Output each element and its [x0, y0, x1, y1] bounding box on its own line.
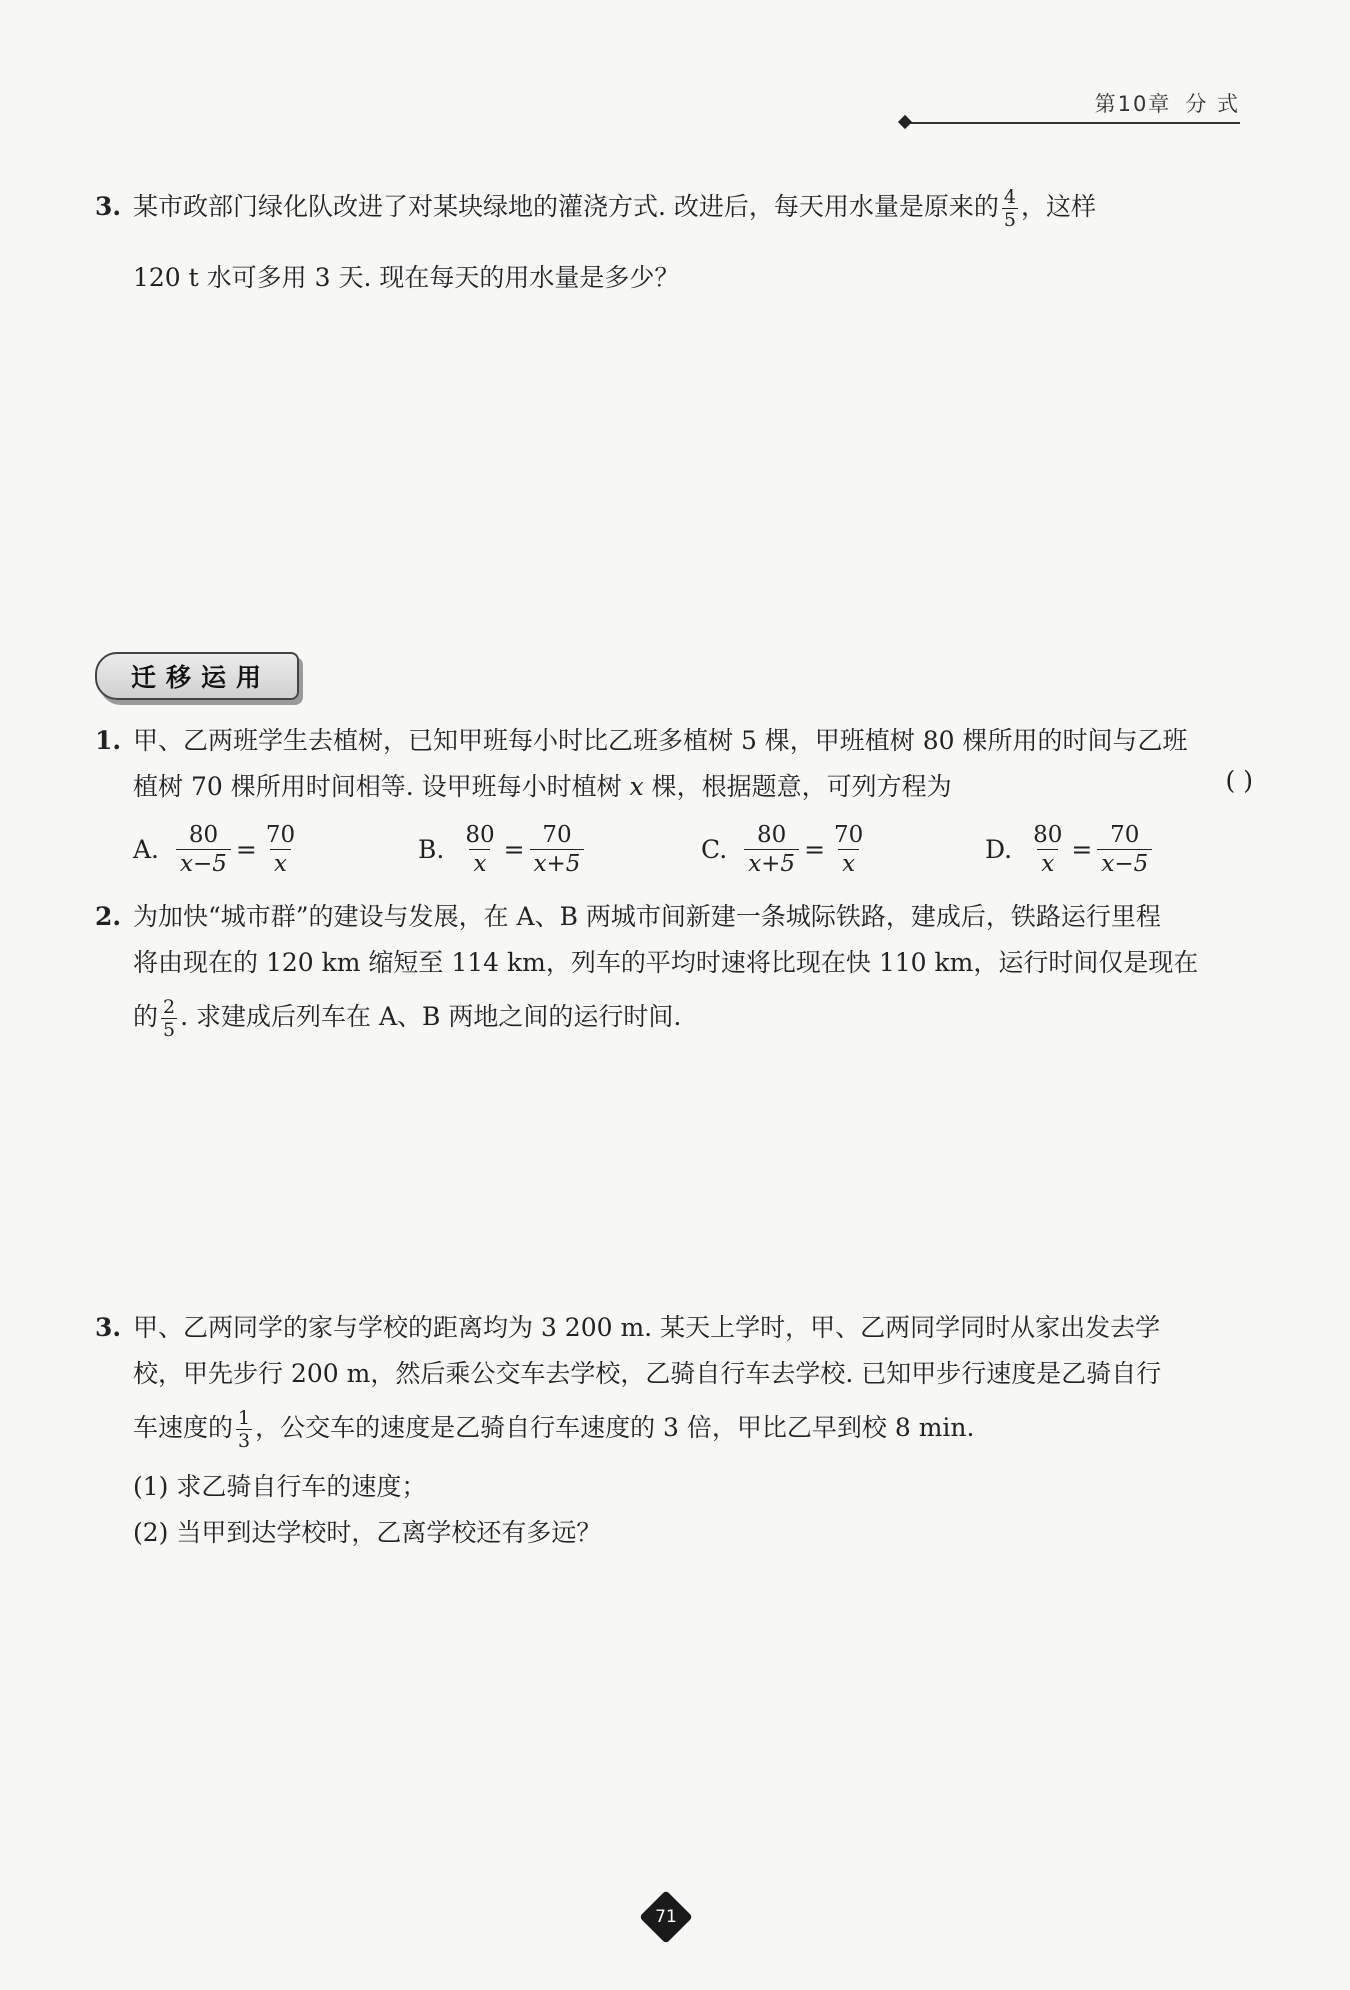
page-number-text: 71: [655, 1907, 677, 1927]
equals-sign: =: [804, 834, 826, 864]
fraction-denominator: x−5: [176, 849, 231, 878]
variable: x: [629, 772, 644, 801]
question-text: 某市政部门绿化队改进了对某块绿地的灌浇方式. 改进后，每天用水量是原来的: [133, 192, 999, 221]
question-2: [95, 894, 1245, 1041]
question-line: [133, 994, 1245, 1041]
fraction-numerator: 80: [465, 821, 495, 848]
question-line: 甲、乙两同学的家与学校的距离均为 3 200 m. 某天上学时，甲、乙两同学同时从家出发去学: [133, 1313, 1161, 1342]
fraction-numerator: 1: [238, 1407, 251, 1429]
fraction-denominator: x: [469, 849, 490, 878]
fraction: [262, 821, 299, 878]
question-number: 2.: [95, 902, 122, 931]
option-label: C.: [701, 834, 728, 864]
chapter-title: [1095, 88, 1240, 118]
fraction-numerator: 2: [163, 996, 176, 1018]
fraction-numerator: 80: [756, 821, 787, 848]
fraction: [530, 821, 585, 878]
fraction-denominator: 3: [238, 1430, 251, 1452]
fraction-denominator: x−5: [1097, 849, 1152, 878]
fraction-denominator: 5: [1003, 209, 1016, 231]
answer-blank[interactable]: ( ): [1225, 766, 1253, 795]
question-line: 校，甲先步行 200 m，然后乘公交车去学校，乙骑自行车去学校. 已知甲步行速度是乙骑自行: [133, 1359, 1162, 1388]
section-title: 迁移运用: [130, 663, 271, 692]
fraction-numerator: 80: [1033, 821, 1063, 848]
fraction: [744, 821, 799, 878]
option-d[interactable]: [985, 818, 1155, 880]
fraction: [1097, 821, 1152, 878]
question-text: . 求建成后列车在 A、B 两地之间的运行时间.: [180, 1002, 682, 1031]
fraction-numerator: 80: [188, 821, 219, 848]
fraction-numerator: 70: [265, 821, 296, 848]
question-3: [95, 1305, 1245, 1556]
diamond-icon: [898, 115, 912, 129]
question-text: 的: [133, 1002, 159, 1031]
header-rule: [908, 122, 1240, 124]
option-label: B.: [418, 834, 445, 864]
section-badge: [95, 652, 295, 704]
option-b[interactable]: [418, 818, 587, 880]
chapter-name: 分 式: [1185, 92, 1240, 116]
fraction-denominator: x+5: [744, 849, 799, 878]
question-text: ，公交车的速度是乙骑自行车速度的 3 倍，甲比乙早到校 8 min.: [255, 1413, 975, 1442]
question-text: 车速度的: [133, 1413, 234, 1442]
equals-sign: =: [1071, 834, 1093, 864]
fraction-denominator: 5: [163, 1019, 176, 1041]
question-text: 棵，根据题意，可列方程为: [643, 772, 952, 801]
question-text: 植树 70 棵所用时间相等. 设甲班每小时植树: [133, 772, 630, 801]
fraction-numerator: 70: [834, 821, 864, 848]
fraction-numerator: 4: [1003, 186, 1016, 208]
question-line: [133, 764, 1245, 810]
option-c[interactable]: [701, 818, 870, 880]
fraction: [236, 1407, 252, 1452]
section-pill: [95, 652, 299, 700]
fraction: [176, 821, 231, 878]
question-text: ，这样: [1021, 192, 1097, 221]
chapter-label: 第10章: [1094, 92, 1172, 116]
question-1: [95, 718, 1245, 810]
option-label: A.: [133, 834, 160, 864]
question-top-3: [95, 184, 1245, 301]
fraction: [461, 821, 498, 878]
fraction-numerator: 70: [1110, 821, 1140, 848]
fraction: [1029, 821, 1066, 878]
fraction-numerator: 70: [542, 821, 572, 848]
equals-sign: =: [235, 834, 257, 864]
question-line: 甲、乙两班学生去植树，已知甲班每小时比乙班多植树 5 棵，甲班植树 80 棵所用的时间与乙班: [133, 726, 1188, 755]
sub-question-2: (2) 当甲到达学校时，乙离学校还有多远？: [133, 1518, 602, 1547]
chapter-header: [900, 88, 1240, 128]
option-a[interactable]: [133, 818, 302, 880]
question-number: 1.: [95, 726, 122, 755]
fraction: [1002, 186, 1018, 231]
question-line: 为加快“城市群”的建设与发展，在 A、B 两城市间新建一条城际铁路，建成后，铁路运行里程: [133, 902, 1161, 931]
equals-sign: =: [503, 834, 525, 864]
question-line: 120 t 水可多用 3 天. 现在每天的用水量是多少？: [133, 263, 680, 292]
fraction-denominator: x: [838, 849, 859, 878]
fraction-denominator: x: [1037, 849, 1058, 878]
question-line: [133, 184, 1245, 231]
question-number: 3.: [95, 192, 122, 221]
sub-question-1: (1) 求乙骑自行车的速度；: [133, 1472, 427, 1501]
fraction-denominator: x: [270, 849, 291, 878]
fraction: [830, 821, 867, 878]
page-number: [642, 1893, 690, 1941]
question-number: 3.: [95, 1313, 122, 1342]
fraction-denominator: x+5: [530, 849, 585, 878]
question-line: 将由现在的 120 km 缩短至 114 km，列车的平均时速将比现在快 110 km，运行时间仅是现在: [133, 948, 1199, 977]
option-label: D.: [985, 834, 1013, 864]
fraction: [161, 996, 177, 1041]
question-line: [133, 1405, 1245, 1452]
